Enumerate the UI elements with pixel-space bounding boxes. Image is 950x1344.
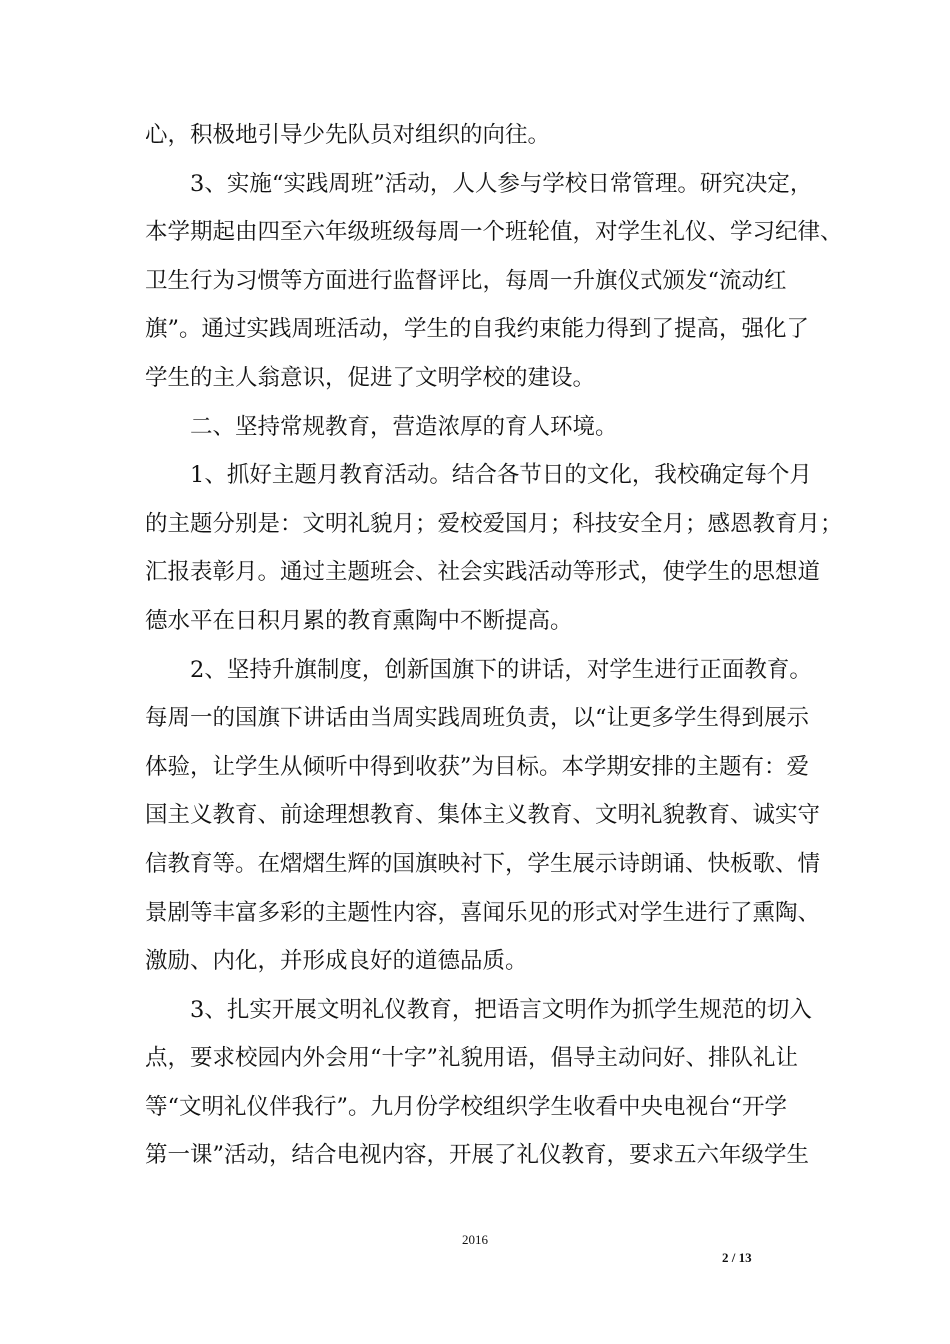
text-line: 学生的主人翁意识，促进了文明学校的建设。: [145, 364, 596, 391]
text-line: 体验，让学生从倾听中得到收获”为目标。本学期安排的主题有：爱: [145, 753, 810, 780]
text-line: 3、扎实开展文明礼仪教育，把语言文明作为抓学生规范的切入: [145, 996, 812, 1023]
document-body: [145, 111, 843, 1180]
text-line: 景剧等丰富多彩的主题性内容，喜闻乐见的形式对学生进行了熏陶、: [145, 899, 821, 926]
text-line: 卫生行为习惯等方面进行监督评比，每周一升旗仪式颁发“流动红: [145, 267, 787, 294]
text-line: 本学期起由四至六年级班级每周一个班轮值，对学生礼仪、学习纪律、: [145, 219, 843, 246]
text-line: 点，要求校园内外会用“十字”礼貌用语，倡导主动问好、排队礼让: [145, 1045, 799, 1072]
text-line: 德水平在日积月累的教育熏陶中不断提高。: [145, 607, 573, 634]
text-line: 旗”。通过实践周班活动，学生的自我约束能力得到了提高，强化了: [145, 316, 810, 343]
text-line: 第一课”活动，结合电视内容，开展了礼仪教育，要求五六年级学生: [145, 1142, 810, 1169]
text-line: 信教育等。在熠熠生辉的国旗映衬下，学生展示诗朗诵、快板歌、情: [145, 850, 821, 877]
text-line: 心，积极地引导少先队员对组织的向往。: [145, 122, 551, 148]
text-line: 激励、内化，并形成良好的道德品质。: [145, 948, 528, 975]
footer-year: 2016: [462, 1232, 488, 1247]
text-line: 等“文明礼仪伴我行”。九月份学校组织学生收看中央电视台“开学: [145, 1093, 788, 1120]
section-heading: 二、坚持常规教育，营造浓厚的育人环境。: [145, 413, 618, 440]
text-line: 汇报表彰月。通过主题班会、社会实践活动等形式，使学生的思想道: [145, 559, 821, 586]
text-line: 国主义教育、前途理想教育、集体主义教育、文明礼貌教育、诚实守: [145, 802, 821, 829]
page-number: 2 / 13: [722, 1250, 752, 1265]
text-line: 1、抓好主题月教育活动。结合各节日的文化，我校确定每个月: [145, 462, 812, 489]
text-line: 2、坚持升旗制度，创新国旗下的讲话，对学生进行正面教育。: [145, 656, 812, 683]
text-line: 每周一的国旗下讲话由当周实践周班负责，以“让更多学生得到展示: [145, 705, 810, 732]
text-line: 3、实施“实践周班”活动，人人参与学校日常管理。研究决定，: [145, 170, 813, 197]
text-line: 的主题分别是：文明礼貌月；爱校爱国月；科技安全月；感恩教育月；: [145, 510, 843, 537]
